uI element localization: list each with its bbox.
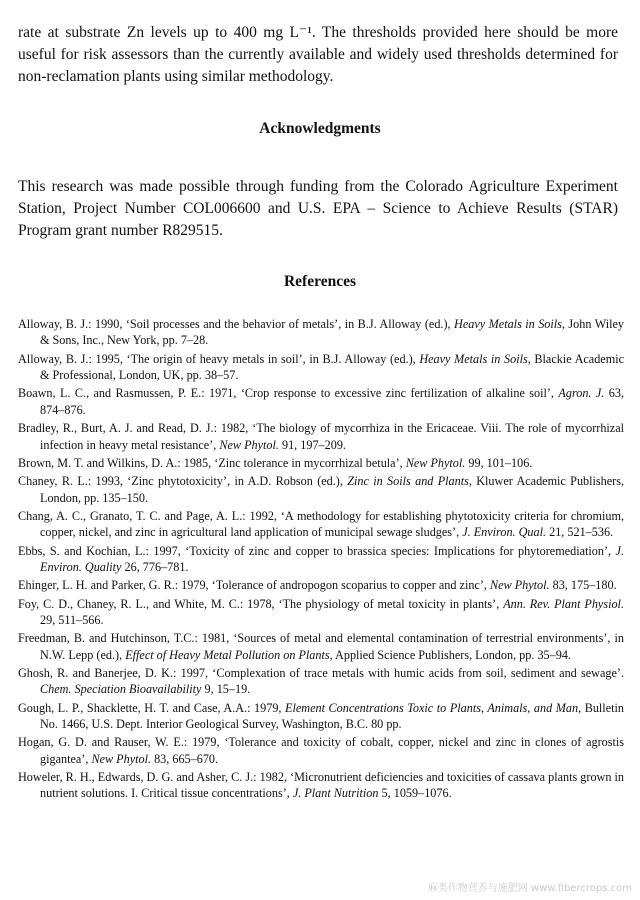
reference-entry: Boawn, L. C., and Rasmussen, P. E.: 1971, ‘Crop response to excessive zinc fertilization of alkaline soil’, Agron. J. 63, 874–876. [18, 386, 624, 417]
reference-entry: Ghosh, R. and Banerjee, D. K.: 1997, ‘Complexation of trace metals with humic acids from soil, sediment and sewage’. Chem. Speciation Bioavailability 9, 15–19. [18, 665, 624, 697]
reference-entry: Gough, L. P., Shacklette, H. T. and Case, A.A.: 1979, Element Concentrations Toxic to Plants, Animals, and Man, Bulletin No. 1466, U.S. Dept. Interior Geological Survey, Washington, B.C. 80 pp. [18, 700, 624, 732]
reference-source: New Phytol. [91, 751, 152, 766]
reference-entry: Ehinger, L. H. and Parker, G. R.: 1979, ‘Tolerance of andropogon scoparius to copper and zinc’, New Phytol. 83, 175–180. [18, 578, 617, 593]
reference-source: Heavy Metals in Soils [454, 317, 562, 331]
reference-source: J. Plant Nutrition [292, 786, 379, 801]
reference-source: Zinc in Soils and Plants [347, 474, 469, 489]
reference-entry: Hogan, G. D. and Rauser, W. E.: 1979, ‘Tolerance and toxicity of cobalt, copper, nickel and zinc in clones of agrostis gigantea’, New Phytol. 83, 665–670. [18, 735, 624, 766]
reference-source: New Phytol. [405, 455, 466, 470]
reference-entry: Foy, C. D., Chaney, R. L., and White, M. C.: 1978, ‘The physiology of metal toxicity in plants’, Ann. Rev. Plant Physiol. 29, 511–566. [18, 596, 624, 627]
reference-source: J. Environ. Quality [40, 543, 624, 574]
acknowledgments-paragraph: This research was made possible through funding from the Colorado Agriculture Experiment Station, Project Number COL006600 and U.S. EPA – Science to Achieve Results (STAR) Program grant number R829515. [18, 177, 618, 239]
acknowledgments-heading: Acknowledgments [259, 120, 381, 137]
reference-entry: Brown, M. T. and Wilkins, D. A.: 1985, ‘Zinc tolerance in mycorrhizal betula’, New Phytol. 99, 101–106. [18, 455, 533, 470]
reference-entry: Bradley, R., Burt, A. J. and Read, D. J.: 1982, ‘The biology of mycorrhiza in the Ericaceae. Viii. The role of mycorrhizal infection in heavy metal resistance’, New Phytol. 91, 197–209. [18, 421, 624, 452]
reference-entry: Alloway, B. J.: 1995, ‘The origin of heavy metals in soil’, in B.J. Alloway (ed.), Heavy Metals in Soils, Blackie Academic & Professional, London, UK, pp. 38–57. [18, 351, 624, 383]
references-heading: References [283, 273, 356, 290]
reference-entry: Howeler, R. H., Edwards, D. G. and Asher, C. J.: 1982, ‘Micronutrient deficiencies and toxicities of cassava plants grown in nutrient solutions. I. Critical tissue concentrations’, J. Plant Nutrition 5, 1059–1076. [18, 770, 624, 801]
reference-source: Effect of Heavy Metal Pollution on Plants [125, 647, 330, 662]
reference-source: Heavy Metals in Soils [419, 351, 528, 366]
reference-source: Element Concentrations Toxic to Plants, Animals, and Man [285, 700, 579, 715]
intro-paragraph: rate at substrate Zn levels up to 400 mg L⁻¹. The thresholds provided here should be more useful for risk assessors than the currently available and widely used thresholds determined for non-reclamation plants using similar methodology. [18, 23, 618, 85]
reference-source: Agron. J. [558, 386, 605, 401]
reference-entry: Alloway, B. J.: 1990, ‘Soil processes and the behavior of metals’, in B.J. Alloway (ed.), Heavy Metals in Soils, John Wiley & Sons, Inc., New York, pp. 7–28. [18, 317, 624, 348]
reference-source: Ann. Rev. Plant Physiol. [503, 596, 624, 611]
reference-entry: Chaney, R. L.: 1993, ‘Zinc phytotoxicity’, in A.D. Robson (ed.), Zinc in Soils and Plants, Kluwer Academic Publishers, London, pp. 135–150. [18, 474, 625, 505]
reference-entry: Freedman, B. and Hutchinson, T.C.: 1981, ‘Sources of metal and elemental contamination of terrestrial environments’, in N.W. Lepp (ed.), Effect of Heavy Metal Pollution on Plants, Applied Science Publishers, London, pp. 35–94. [18, 631, 624, 662]
reference-source: Chem. Speciation Bioavailability [40, 682, 202, 697]
reference-source: New Phytol. [489, 578, 550, 593]
reference-source: J. Environ. Qual. [462, 525, 547, 540]
reference-entry: Ebbs, S. and Kochian, L.: 1997, ‘Toxicity of zinc and copper to brassica species: Implications for phytoremediation’, J. Environ. Quality 26, 776–781. [18, 543, 624, 574]
reference-source: New Phytol. [219, 437, 279, 452]
reference-list [18, 316, 624, 804]
reference-entry: Chang, A. C., Granato, T. C. and Page, A. L.: 1992, ‘A methodology for establishing phytotoxicity criteria for chromium, copper, nickel, and zinc in agricultural land application of municipal sewage sludges’, J. Environ. Qual. 21, 521–536. [18, 508, 624, 540]
watermark: 麻类作物营养与施肥网 www.fibercrops.com [427, 883, 632, 894]
